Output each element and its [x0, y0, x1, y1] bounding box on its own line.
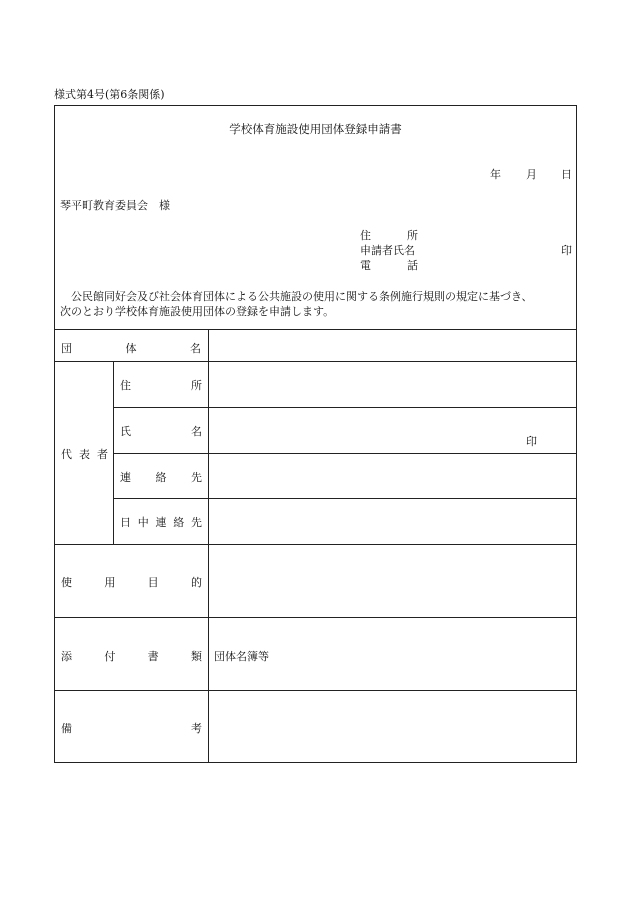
form-number: 様式第4号(第6条関係) — [54, 88, 165, 101]
rep-name-label: 氏 名 — [120, 425, 202, 438]
representative-label: 代 表 者 — [61, 448, 108, 461]
group-name-field[interactable] — [209, 330, 576, 360]
date-year-label: 年 — [490, 168, 501, 181]
rep-daytime-contact-field[interactable] — [209, 499, 576, 543]
attachments-value: 団体名簿等 — [214, 650, 269, 663]
remarks-field[interactable] — [209, 691, 576, 762]
purpose-label: 使 用 目 的 — [61, 576, 202, 589]
statement — [60, 289, 572, 319]
applicant-address-label: 住 所 — [360, 229, 418, 242]
applicant-seal: 印 — [561, 244, 572, 257]
statement-line-2: 次のとおり学校体育施設使用団体の登録を申請します。 — [60, 305, 335, 318]
recipient: 琴平町教育委員会 様 — [60, 199, 170, 212]
row-divider — [54, 617, 577, 618]
applicant-phone-label: 電 話 — [360, 259, 418, 272]
column-divider — [113, 361, 114, 544]
purpose-field[interactable] — [209, 545, 576, 616]
rep-address-label: 住 所 — [120, 379, 202, 392]
date-day-label: 日 — [561, 168, 572, 181]
attachments-label: 添 付 書 類 — [61, 650, 202, 663]
rep-contact-field[interactable] — [209, 454, 576, 497]
remarks-label: 備 考 — [61, 722, 202, 735]
rep-address-field[interactable] — [209, 362, 576, 406]
rep-seal: 印 — [526, 435, 537, 448]
date-month-label: 月 — [526, 168, 537, 181]
form-title: 学校体育施設使用団体登録申請書 — [229, 122, 402, 136]
statement-line-1: 公民館同好会及び社会体育団体による公共施設の使用に関する条例施行規則の規定に基づき、 — [71, 290, 533, 303]
applicant-name-label: 申請者氏名 — [360, 244, 415, 257]
group-name-label: 団 体 名 — [61, 342, 201, 355]
rep-contact-label: 連 絡 先 — [120, 471, 202, 484]
rep-daytime-contact-label: 日 中 連 絡 先 — [120, 516, 202, 529]
rep-name-field[interactable] — [209, 408, 576, 452]
